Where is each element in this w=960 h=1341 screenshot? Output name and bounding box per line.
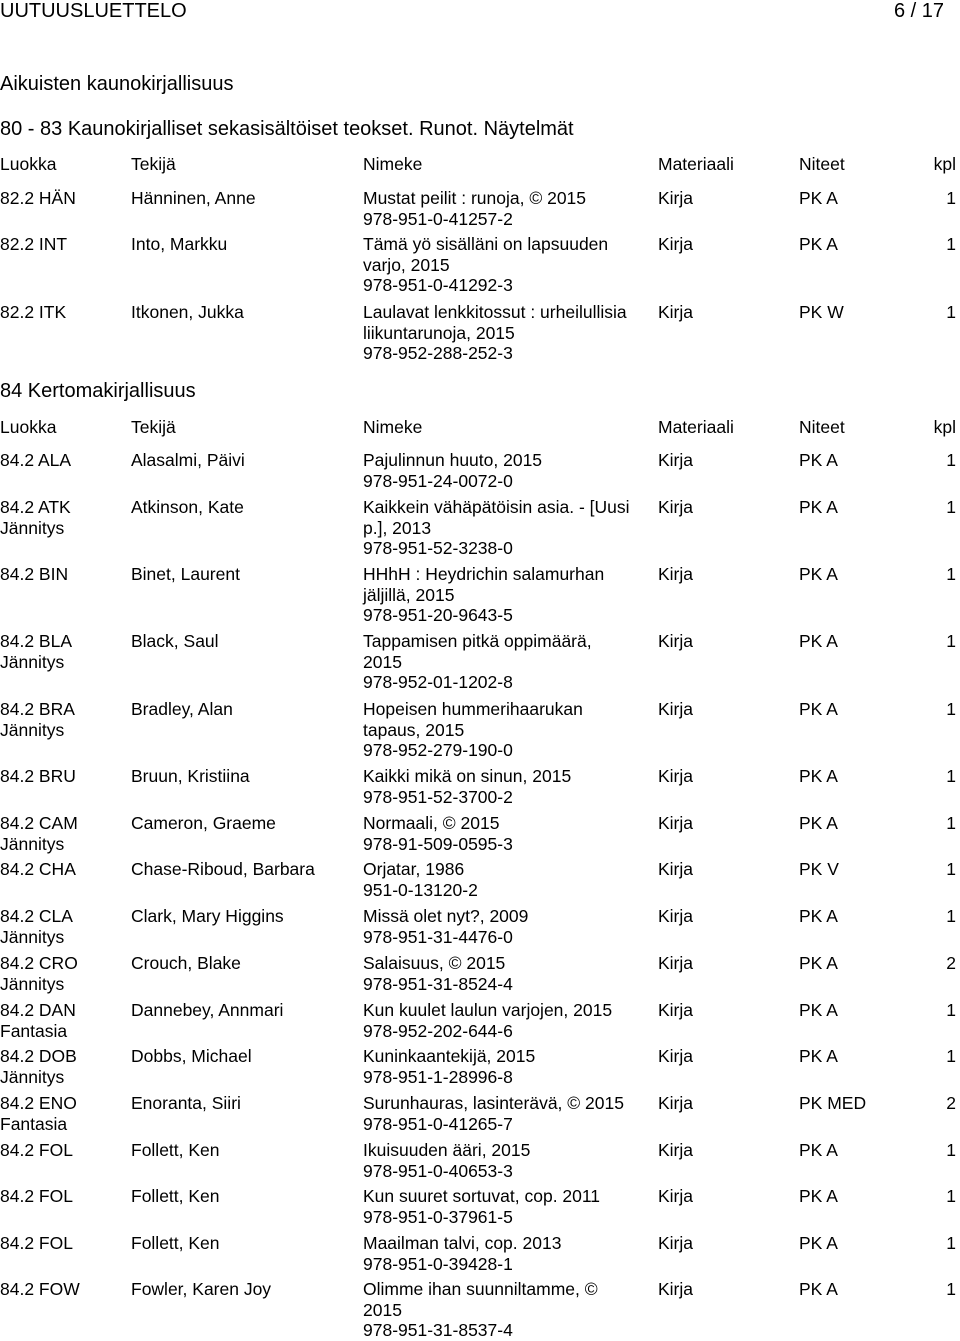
copies-location-cell: PK A	[799, 906, 838, 926]
class-code: 84.2 BRA	[0, 699, 75, 719]
title-line: 2015	[363, 651, 402, 672]
author-cell: Follett, Ken	[131, 1186, 220, 1206]
title-line: Tappamisen pitkä oppimäärä,	[363, 631, 592, 651]
luokka-cell	[0, 1186, 73, 1207]
material-cell: Kirja	[658, 1093, 694, 1113]
column-header-luokka: Luokka	[0, 417, 57, 437]
class-code: 84.2 BIN	[0, 564, 69, 584]
isbn-text: 978-951-0-37961-5	[363, 1206, 513, 1227]
class-code: 82.2 HÄN	[0, 188, 76, 208]
luokka-cell	[0, 766, 76, 787]
genre-label: Jännitys	[0, 833, 65, 854]
copies-location-cell: PK A	[799, 1140, 838, 1160]
genre-label: Jännitys	[0, 926, 65, 947]
isbn-text: 978-952-288-252-3	[363, 343, 513, 363]
author-cell: Itkonen, Jukka	[131, 302, 244, 322]
copies-location-cell: PK W	[799, 302, 844, 322]
title-cell	[363, 953, 653, 994]
title-line: Kaikki mikä on sinun, 2015	[363, 766, 572, 786]
title-cell	[363, 1279, 653, 1341]
title-line: 2015	[363, 1299, 402, 1320]
count-cell: 1	[946, 564, 956, 584]
luokka-cell	[0, 859, 76, 880]
author-cell: Cameron, Graeme	[131, 813, 276, 833]
count-cell: 1	[946, 497, 956, 517]
author-cell: Fowler, Karen Joy	[131, 1279, 272, 1299]
column-header-materiaali: Materiaali	[658, 154, 734, 174]
luokka-cell	[0, 234, 67, 255]
count-cell: 1	[946, 1046, 956, 1066]
count-cell: 2	[946, 1093, 956, 1113]
title-line: Maailman talvi, cop. 2013	[363, 1233, 562, 1253]
copies-location-cell: PK MED	[799, 1093, 867, 1113]
copies-location-cell: PK A	[799, 1046, 838, 1066]
luokka-cell	[0, 302, 66, 323]
author-cell: Crouch, Blake	[131, 953, 241, 973]
title-line: Olimme ihan suunniltamme, ©	[363, 1279, 598, 1299]
luokka-cell	[0, 497, 71, 538]
title-line: varjo, 2015	[363, 254, 450, 275]
material-cell: Kirja	[658, 450, 694, 470]
title-cell	[363, 188, 653, 229]
column-header-nimeke: Nimeke	[363, 417, 423, 437]
count-cell: 1	[946, 1279, 956, 1299]
author-cell: Dannebey, Annmari	[131, 1000, 284, 1020]
title-cell	[363, 497, 653, 559]
column-header-materiaali: Materiaali	[658, 417, 734, 437]
genre-label: Jännitys	[0, 517, 65, 538]
class-code: 84.2 CRO	[0, 953, 78, 973]
author-cell: Chase-Riboud, Barbara	[131, 859, 315, 879]
luokka-cell	[0, 188, 76, 209]
isbn-text: 978-951-1-28996-8	[363, 1066, 513, 1087]
title-cell	[363, 1046, 653, 1087]
count-cell: 1	[946, 859, 956, 879]
title-line: p.], 2013	[363, 517, 432, 538]
title-line: Laulavat lenkkitossut : urheilullisia	[363, 302, 627, 322]
luokka-cell	[0, 1279, 80, 1300]
count-cell: 1	[946, 766, 956, 786]
count-cell: 1	[946, 302, 956, 322]
author-cell: Bruun, Kristiina	[131, 766, 250, 786]
column-header-niteet: Niteet	[799, 417, 845, 437]
class-code: 84.2 BLA	[0, 631, 72, 651]
title-line: Hopeisen hummerihaarukan	[363, 699, 583, 719]
copies-location-cell: PK A	[799, 564, 838, 584]
count-cell: 1	[946, 631, 956, 651]
class-code: 84.2 CHA	[0, 859, 76, 879]
count-cell: 1	[946, 1140, 956, 1160]
group-title: 80 - 83 Kaunokirjalliset sekasisältöiset teokset. Runot. Näytelmät	[0, 118, 574, 140]
copies-location-cell: PK A	[799, 188, 838, 208]
count-cell: 1	[946, 450, 956, 470]
title-cell	[363, 1233, 653, 1274]
material-cell: Kirja	[658, 906, 694, 926]
author-cell: Binet, Laurent	[131, 564, 240, 584]
author-cell: Alasalmi, Päivi	[131, 450, 245, 470]
isbn-text: 978-951-52-3700-2	[363, 786, 513, 807]
class-code: 84.2 FOL	[0, 1233, 73, 1253]
count-cell: 1	[946, 234, 956, 254]
luokka-cell	[0, 1000, 76, 1041]
isbn-text: 978-951-31-4476-0	[363, 926, 513, 947]
luokka-cell	[0, 564, 68, 585]
copies-location-cell: PK V	[799, 859, 839, 879]
material-cell: Kirja	[658, 859, 694, 879]
class-code: 84.2 ENO	[0, 1093, 77, 1113]
isbn-text: 978-951-20-9643-5	[363, 605, 513, 625]
material-cell: Kirja	[658, 631, 694, 651]
column-header-kpl: kpl	[933, 417, 956, 437]
title-line: Ikuisuuden ääri, 2015	[363, 1140, 531, 1160]
section-title: Aikuisten kaunokirjallisuus	[0, 73, 234, 95]
copies-location-cell: PK A	[799, 234, 838, 254]
count-cell: 1	[946, 813, 956, 833]
isbn-text: 978-952-202-644-6	[363, 1020, 513, 1041]
luokka-cell	[0, 1233, 73, 1254]
class-code: 82.2 ITK	[0, 302, 67, 322]
isbn-text: 978-951-24-0072-0	[363, 470, 513, 491]
title-cell	[363, 564, 653, 626]
class-code: 84.2 FOW	[0, 1279, 80, 1299]
title-cell	[363, 450, 653, 491]
class-code: 84.2 ALA	[0, 450, 72, 470]
column-header-luokka: Luokka	[0, 154, 57, 174]
count-cell: 1	[946, 906, 956, 926]
material-cell: Kirja	[658, 699, 694, 719]
material-cell: Kirja	[658, 188, 694, 208]
isbn-text: 978-951-31-8524-4	[363, 973, 513, 994]
count-cell: 2	[946, 953, 956, 973]
material-cell: Kirja	[658, 1140, 694, 1160]
title-cell	[363, 813, 653, 854]
author-cell: Atkinson, Kate	[131, 497, 244, 517]
isbn-text: 978-951-31-8537-4	[363, 1320, 513, 1340]
material-cell: Kirja	[658, 1046, 694, 1066]
page-header-title: UUTUUSLUETTELO	[0, 0, 187, 22]
count-cell: 1	[946, 1233, 956, 1253]
author-cell: Black, Saul	[131, 631, 219, 651]
title-line: Orjatar, 1986	[363, 859, 465, 879]
title-line: Kaikkein vähäpätöisin asia. - [Uusi	[363, 497, 630, 517]
material-cell: Kirja	[658, 564, 694, 584]
title-cell	[363, 766, 653, 807]
title-cell	[363, 234, 653, 296]
title-line: Surunhauras, lasinterävä, © 2015	[363, 1093, 624, 1113]
luokka-cell	[0, 699, 75, 740]
luokka-cell	[0, 1046, 77, 1087]
title-cell	[363, 1000, 653, 1041]
count-cell: 1	[946, 188, 956, 208]
material-cell: Kirja	[658, 1279, 694, 1299]
group-title: 84 Kertomakirjallisuus	[0, 380, 196, 402]
material-cell: Kirja	[658, 1000, 694, 1020]
luokka-cell	[0, 953, 78, 994]
class-code: 84.2 CAM	[0, 813, 78, 833]
material-cell: Kirja	[658, 302, 694, 322]
isbn-text: 978-951-0-41292-3	[363, 275, 513, 295]
genre-label: Fantasia	[0, 1113, 68, 1134]
luokka-cell	[0, 1093, 77, 1134]
genre-label: Fantasia	[0, 1020, 68, 1041]
isbn-text: 978-91-509-0595-3	[363, 833, 513, 854]
isbn-text: 978-951-0-40653-3	[363, 1160, 513, 1181]
genre-label: Jännitys	[0, 973, 65, 994]
title-line: Mustat peilit : runoja, © 2015	[363, 188, 587, 208]
title-cell	[363, 1186, 653, 1227]
title-cell	[363, 699, 653, 761]
material-cell: Kirja	[658, 953, 694, 973]
title-line: Salaisuus, © 2015	[363, 953, 506, 973]
title-line: liikuntarunoja, 2015	[363, 322, 515, 343]
title-line: Normaali, © 2015	[363, 813, 500, 833]
copies-location-cell: PK A	[799, 1000, 838, 1020]
copies-location-cell: PK A	[799, 450, 838, 470]
title-cell	[363, 1140, 653, 1181]
genre-label: Jännitys	[0, 1066, 65, 1087]
count-cell: 1	[946, 1000, 956, 1020]
column-header-kpl: kpl	[933, 154, 956, 174]
title-line: Pajulinnun huuto, 2015	[363, 450, 543, 470]
author-cell: Follett, Ken	[131, 1233, 220, 1253]
author-cell: Follett, Ken	[131, 1140, 220, 1160]
title-line: Kuninkaantekijä, 2015	[363, 1046, 536, 1066]
luokka-cell	[0, 1140, 73, 1161]
class-code: 84.2 DOB	[0, 1046, 77, 1066]
copies-location-cell: PK A	[799, 1186, 838, 1206]
title-line: HHhH : Heydrichin salamurhan	[363, 564, 605, 584]
class-code: 84.2 BRU	[0, 766, 76, 786]
class-code: 84.2 DAN	[0, 1000, 76, 1020]
column-header-nimeke: Nimeke	[363, 154, 423, 174]
material-cell: Kirja	[658, 497, 694, 517]
copies-location-cell: PK A	[799, 631, 838, 651]
title-cell	[363, 906, 653, 947]
author-cell: Into, Markku	[131, 234, 228, 254]
title-line: tapaus, 2015	[363, 719, 465, 740]
copies-location-cell: PK A	[799, 699, 838, 719]
class-code: 84.2 CLA	[0, 906, 73, 926]
material-cell: Kirja	[658, 234, 694, 254]
title-cell	[363, 859, 653, 900]
copies-location-cell: PK A	[799, 1279, 838, 1299]
title-cell	[363, 631, 653, 693]
count-cell: 1	[946, 1186, 956, 1206]
copies-location-cell: PK A	[799, 766, 838, 786]
class-code: 84.2 FOL	[0, 1186, 73, 1206]
isbn-text: 978-952-279-190-0	[363, 740, 513, 760]
author-cell: Hänninen, Anne	[131, 188, 256, 208]
material-cell: Kirja	[658, 1186, 694, 1206]
author-cell: Dobbs, Michael	[131, 1046, 252, 1066]
isbn-text: 978-951-0-41257-2	[363, 208, 513, 229]
copies-location-cell: PK A	[799, 813, 838, 833]
luokka-cell	[0, 906, 73, 947]
luokka-cell	[0, 813, 78, 854]
copies-location-cell: PK A	[799, 1233, 838, 1253]
author-cell: Clark, Mary Higgins	[131, 906, 284, 926]
class-code: 84.2 FOL	[0, 1140, 73, 1160]
isbn-text: 951-0-13120-2	[363, 879, 478, 900]
genre-label: Jännitys	[0, 651, 65, 672]
column-header-niteet: Niteet	[799, 154, 845, 174]
page-number: 6 / 17	[893, 0, 944, 22]
material-cell: Kirja	[658, 1233, 694, 1253]
isbn-text: 978-951-0-41265-7	[363, 1113, 513, 1134]
luokka-cell	[0, 631, 72, 672]
isbn-text: 978-951-0-39428-1	[363, 1253, 513, 1274]
title-cell	[363, 1093, 653, 1134]
title-line: Kun kuulet laulun varjojen, 2015	[363, 1000, 613, 1020]
material-cell: Kirja	[658, 813, 694, 833]
material-cell: Kirja	[658, 766, 694, 786]
copies-location-cell: PK A	[799, 497, 838, 517]
column-header-tekija: Tekijä	[131, 154, 176, 174]
isbn-text: 978-951-52-3238-0	[363, 538, 513, 558]
class-code: 84.2 ATK	[0, 497, 71, 517]
title-line: Kun suuret sortuvat, cop. 2011	[363, 1186, 601, 1206]
isbn-text: 978-952-01-1202-8	[363, 672, 513, 692]
title-cell	[363, 302, 653, 364]
copies-location-cell: PK A	[799, 953, 838, 973]
luokka-cell	[0, 450, 71, 471]
class-code: 82.2 INT	[0, 234, 68, 254]
column-header-tekija: Tekijä	[131, 417, 176, 437]
title-line: Missä olet nyt?, 2009	[363, 906, 529, 926]
genre-label: Jännitys	[0, 719, 65, 740]
title-line: Tämä yö sisälläni on lapsuuden	[363, 234, 609, 254]
count-cell: 1	[946, 699, 956, 719]
author-cell: Bradley, Alan	[131, 699, 233, 719]
author-cell: Enoranta, Siiri	[131, 1093, 241, 1113]
title-line: jäljillä, 2015	[363, 584, 455, 605]
